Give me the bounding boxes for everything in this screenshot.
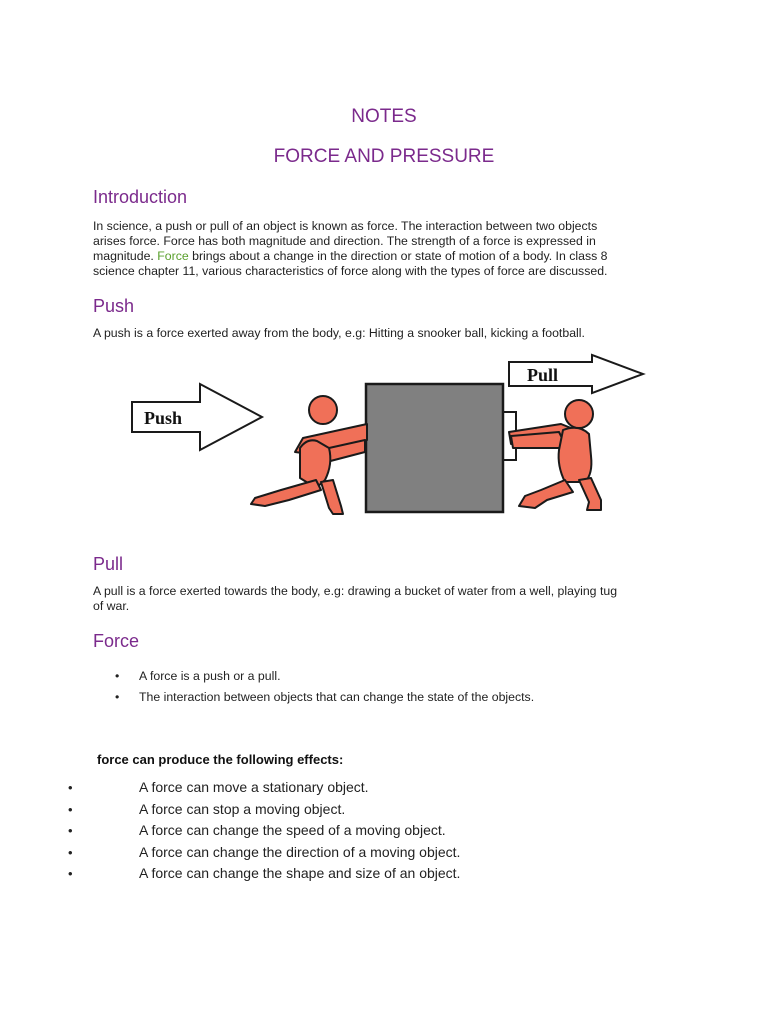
list-item xyxy=(0,822,460,844)
introduction-line-2: arises force. Force has both magnitude and direction. The strength of a force is expressed in xyxy=(93,234,596,248)
bullet-icon: • xyxy=(68,801,73,817)
list-item-text: A force can move a stationary object. xyxy=(139,779,369,795)
introduction-line-3-start: magnitude. xyxy=(93,249,158,263)
pull-line-1: A pull is a force exerted towards the body, e.g: drawing a bucket of water from a well, playing tug xyxy=(93,584,618,598)
introduction-line-1: In science, a push or pull of an object is known as force. The interaction between two objects xyxy=(93,219,598,233)
list-item-text: The interaction between objects that can change the state of the objects. xyxy=(139,690,535,704)
push-heading: Push xyxy=(93,296,135,316)
push-pull-illustration xyxy=(95,340,665,520)
list-item xyxy=(0,801,460,823)
list-item-text: A force can change the speed of a moving object. xyxy=(139,822,446,839)
bullet-icon: • xyxy=(68,866,73,882)
bullet-icon: • xyxy=(115,669,120,683)
pulling-person-icon xyxy=(509,400,601,510)
bullet-icon: • xyxy=(68,823,73,839)
introduction-paragraph xyxy=(93,219,678,279)
notes-label: NOTES xyxy=(351,106,417,127)
force-heading: Force xyxy=(93,631,140,651)
pull-heading: Pull xyxy=(93,554,124,574)
page-title: FORCE AND PRESSURE xyxy=(273,146,495,167)
list-item xyxy=(0,779,460,801)
effects-title: force can produce the following effects: xyxy=(97,752,344,767)
list-item-text: A force can stop a moving object. xyxy=(139,800,346,817)
bullet-icon: • xyxy=(115,690,120,704)
list-item xyxy=(93,690,534,711)
pull-paragraph xyxy=(93,584,678,614)
bullet-icon: • xyxy=(68,780,73,795)
list-item xyxy=(0,865,460,887)
introduction-line-3-end: brings about a change in the direction or state of motion of a body. In class 8 xyxy=(188,249,608,263)
list-item xyxy=(0,844,460,866)
introduction-line-4: science chapter 11, various characteristics of force along with the types of force are discussed. xyxy=(93,264,608,278)
pull-arrow-label: Pull xyxy=(527,365,559,385)
pushing-person-icon xyxy=(251,396,367,514)
list-item-text: A force can change the direction of a moving object. xyxy=(139,843,461,860)
introduction-line-3 xyxy=(93,249,678,264)
force-list xyxy=(93,669,534,711)
push-paragraph: A push is a force exerted away from the body, e.g: Hitting a snooker ball, kicking a football. xyxy=(93,326,585,340)
list-item xyxy=(93,669,534,690)
bullet-icon: • xyxy=(68,844,73,860)
effects-list xyxy=(0,779,460,887)
list-item-text: A force can change the shape and size of an object. xyxy=(139,865,461,882)
introduction-heading: Introduction xyxy=(93,187,188,207)
push-arrow-label: Push xyxy=(144,408,183,428)
list-item-text: A force is a push or a pull. xyxy=(139,669,281,683)
box-shape xyxy=(366,384,503,512)
force-link[interactable]: Force xyxy=(157,249,189,263)
pull-line-2: of war. xyxy=(93,599,130,613)
